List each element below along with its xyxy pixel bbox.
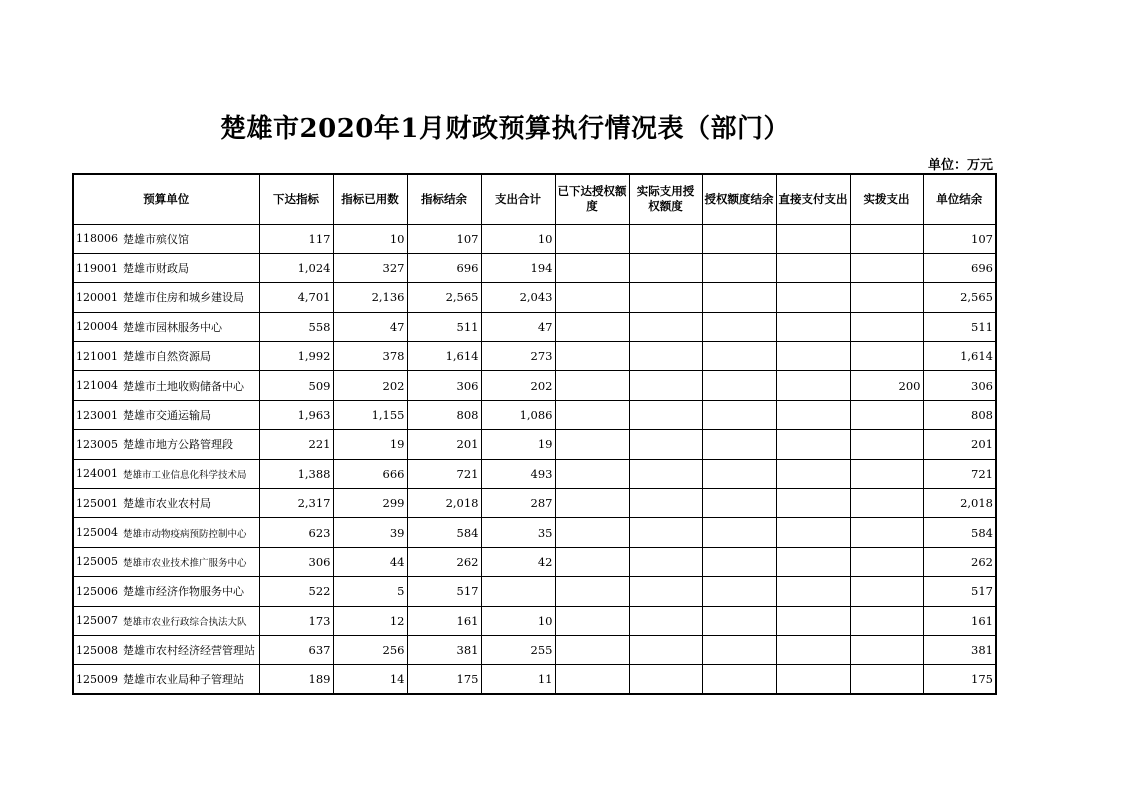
balance-cell: 107 — [407, 224, 481, 253]
auth-issued-cell — [555, 606, 629, 635]
allocated-cell — [850, 400, 923, 429]
table-row — [73, 635, 996, 664]
unit-balance-cell: 721 — [923, 459, 996, 488]
unit-name-cell: 楚雄市农业行政综合执法大队 — [121, 606, 259, 635]
table-row — [73, 665, 996, 694]
direct-cell — [776, 224, 850, 253]
auth-balance-cell — [702, 224, 776, 253]
auth-used-cell — [629, 342, 702, 371]
used-cell: 47 — [333, 312, 407, 341]
unit-code-cell: 123001 — [73, 400, 121, 429]
direct-cell — [776, 547, 850, 576]
auth-balance-cell — [702, 547, 776, 576]
unit-label: 单位：万元 — [927, 158, 993, 173]
unit-name-cell: 楚雄市经济作物服务中心 — [121, 577, 259, 606]
total-cell: 1,086 — [481, 400, 555, 429]
auth-balance-cell — [702, 489, 776, 518]
issued-cell: 189 — [259, 665, 333, 694]
auth-used-cell — [629, 253, 702, 282]
used-cell: 202 — [333, 371, 407, 400]
issued-cell: 637 — [259, 635, 333, 664]
auth-used-cell — [629, 606, 702, 635]
unit-name-cell: 楚雄市动物疫病预防控制中心 — [121, 518, 259, 547]
allocated-cell — [850, 430, 923, 459]
direct-cell — [776, 635, 850, 664]
unit-balance-cell: 511 — [923, 312, 996, 341]
auth-used-cell — [629, 489, 702, 518]
unit-code-cell: 124001 — [73, 459, 121, 488]
used-cell: 327 — [333, 253, 407, 282]
used-cell: 12 — [333, 606, 407, 635]
unit-name-cell: 楚雄市住房和城乡建设局 — [121, 283, 259, 312]
total-cell: 287 — [481, 489, 555, 518]
unit-code-cell: 121004 — [73, 371, 121, 400]
used-cell: 666 — [333, 459, 407, 488]
auth-issued-cell — [555, 635, 629, 664]
auth-issued-cell — [555, 577, 629, 606]
allocated-cell — [850, 547, 923, 576]
issued-cell: 509 — [259, 371, 333, 400]
auth-balance-cell — [702, 577, 776, 606]
auth-issued-cell — [555, 371, 629, 400]
unit-code-cell: 125008 — [73, 635, 121, 664]
balance-cell: 696 — [407, 253, 481, 282]
issued-cell: 117 — [259, 224, 333, 253]
table-row — [73, 577, 996, 606]
issued-cell: 623 — [259, 518, 333, 547]
unit-balance-cell: 1,614 — [923, 342, 996, 371]
unit-name-cell: 楚雄市园林服务中心 — [121, 312, 259, 341]
total-cell: 11 — [481, 665, 555, 694]
table-row — [73, 371, 996, 400]
balance-cell: 511 — [407, 312, 481, 341]
unit-code-cell: 125005 — [73, 547, 121, 576]
issued-cell: 2,317 — [259, 489, 333, 518]
balance-cell: 2,018 — [407, 489, 481, 518]
auth-used-cell — [629, 577, 702, 606]
unit-balance-cell: 696 — [923, 253, 996, 282]
unit-name-cell: 楚雄市农村经济经营管理站 — [121, 635, 259, 664]
auth-issued-cell — [555, 312, 629, 341]
used-cell: 10 — [333, 224, 407, 253]
table-row — [73, 489, 996, 518]
auth-issued-cell — [555, 283, 629, 312]
unit-name-cell: 楚雄市农业农村局 — [121, 489, 259, 518]
allocated-cell — [850, 577, 923, 606]
used-cell: 19 — [333, 430, 407, 459]
auth-balance-cell — [702, 459, 776, 488]
total-cell — [481, 577, 555, 606]
allocated-cell — [850, 224, 923, 253]
header-cell: 授权额度结余 — [702, 174, 776, 224]
table-row — [73, 400, 996, 429]
unit-balance-cell: 107 — [923, 224, 996, 253]
used-cell: 299 — [333, 489, 407, 518]
header-cell: 指标已用数 — [333, 174, 407, 224]
direct-cell — [776, 342, 850, 371]
used-cell: 39 — [333, 518, 407, 547]
balance-cell: 808 — [407, 400, 481, 429]
used-cell: 378 — [333, 342, 407, 371]
unit-name-cell: 楚雄市农业局种子管理站 — [121, 665, 259, 694]
issued-cell: 4,701 — [259, 283, 333, 312]
unit-balance-cell: 262 — [923, 547, 996, 576]
unit-code-cell: 120001 — [73, 283, 121, 312]
unit-code-cell: 123005 — [73, 430, 121, 459]
header-cell: 实拨支出 — [850, 174, 923, 224]
allocated-cell — [850, 606, 923, 635]
header-cell: 预算单位 — [73, 174, 259, 224]
auth-balance-cell — [702, 400, 776, 429]
table-row — [73, 342, 996, 371]
unit-name-cell: 楚雄市财政局 — [121, 253, 259, 282]
header-cell: 下达指标 — [259, 174, 333, 224]
allocated-cell — [850, 253, 923, 282]
total-cell: 10 — [481, 224, 555, 253]
issued-cell: 306 — [259, 547, 333, 576]
unit-name-cell: 楚雄市农业技术推广服务中心 — [121, 547, 259, 576]
direct-cell — [776, 253, 850, 282]
total-cell: 10 — [481, 606, 555, 635]
direct-cell — [776, 283, 850, 312]
unit-name-cell: 楚雄市地方公路管理段 — [121, 430, 259, 459]
allocated-cell — [850, 518, 923, 547]
unit-code-cell: 125007 — [73, 606, 121, 635]
unit-name-cell: 楚雄市殡仪馆 — [121, 224, 259, 253]
issued-cell: 1,992 — [259, 342, 333, 371]
auth-used-cell — [629, 430, 702, 459]
allocated-cell — [850, 459, 923, 488]
header-cell: 单位结余 — [923, 174, 996, 224]
header-cell: 已下达授权额度 — [555, 174, 629, 224]
allocated-cell: 200 — [850, 371, 923, 400]
header-cell: 直接支付支出 — [776, 174, 850, 224]
auth-balance-cell — [702, 430, 776, 459]
auth-used-cell — [629, 665, 702, 694]
table-row — [73, 606, 996, 635]
allocated-cell — [850, 665, 923, 694]
auth-balance-cell — [702, 312, 776, 341]
direct-cell — [776, 518, 850, 547]
direct-cell — [776, 400, 850, 429]
auth-used-cell — [629, 224, 702, 253]
allocated-cell — [850, 312, 923, 341]
header-cell: 支出合计 — [481, 174, 555, 224]
auth-balance-cell — [702, 606, 776, 635]
used-cell: 1,155 — [333, 400, 407, 429]
auth-balance-cell — [702, 665, 776, 694]
direct-cell — [776, 489, 850, 518]
balance-cell: 201 — [407, 430, 481, 459]
issued-cell: 522 — [259, 577, 333, 606]
unit-balance-cell: 381 — [923, 635, 996, 664]
balance-cell: 2,565 — [407, 283, 481, 312]
used-cell: 2,136 — [333, 283, 407, 312]
auth-used-cell — [629, 518, 702, 547]
balance-cell: 721 — [407, 459, 481, 488]
unit-balance-cell: 517 — [923, 577, 996, 606]
auth-issued-cell — [555, 400, 629, 429]
balance-cell: 381 — [407, 635, 481, 664]
total-cell: 19 — [481, 430, 555, 459]
auth-used-cell — [629, 459, 702, 488]
header-row — [73, 174, 996, 224]
allocated-cell — [850, 283, 923, 312]
balance-cell: 517 — [407, 577, 481, 606]
unit-balance-cell: 161 — [923, 606, 996, 635]
balance-cell: 1,614 — [407, 342, 481, 371]
auth-used-cell — [629, 312, 702, 341]
auth-issued-cell — [555, 518, 629, 547]
auth-balance-cell — [702, 518, 776, 547]
auth-issued-cell — [555, 342, 629, 371]
used-cell: 44 — [333, 547, 407, 576]
auth-issued-cell — [555, 224, 629, 253]
budget-table — [72, 173, 997, 695]
allocated-cell — [850, 342, 923, 371]
auth-used-cell — [629, 547, 702, 576]
total-cell: 2,043 — [481, 283, 555, 312]
auth-issued-cell — [555, 489, 629, 518]
unit-code-cell: 125001 — [73, 489, 121, 518]
direct-cell — [776, 577, 850, 606]
unit-name-cell: 楚雄市土地收购储备中心 — [121, 371, 259, 400]
total-cell: 194 — [481, 253, 555, 282]
allocated-cell — [850, 635, 923, 664]
total-cell: 42 — [481, 547, 555, 576]
table-row — [73, 224, 996, 253]
total-cell: 35 — [481, 518, 555, 547]
table-row — [73, 312, 996, 341]
total-cell: 273 — [481, 342, 555, 371]
issued-cell: 221 — [259, 430, 333, 459]
unit-balance-cell: 2,018 — [923, 489, 996, 518]
auth-balance-cell — [702, 342, 776, 371]
issued-cell: 558 — [259, 312, 333, 341]
unit-code-cell: 119001 — [73, 253, 121, 282]
unit-balance-cell: 175 — [923, 665, 996, 694]
unit-balance-cell: 808 — [923, 400, 996, 429]
auth-used-cell — [629, 635, 702, 664]
unit-code-cell: 118006 — [73, 224, 121, 253]
table-row — [73, 283, 996, 312]
auth-issued-cell — [555, 459, 629, 488]
unit-balance-cell: 306 — [923, 371, 996, 400]
unit-balance-cell: 2,565 — [923, 283, 996, 312]
auth-used-cell — [629, 283, 702, 312]
direct-cell — [776, 665, 850, 694]
unit-balance-cell: 584 — [923, 518, 996, 547]
balance-cell: 175 — [407, 665, 481, 694]
direct-cell — [776, 606, 850, 635]
auth-used-cell — [629, 371, 702, 400]
total-cell: 255 — [481, 635, 555, 664]
unit-balance-cell: 201 — [923, 430, 996, 459]
direct-cell — [776, 371, 850, 400]
unit-name-cell: 楚雄市自然资源局 — [121, 342, 259, 371]
unit-code-cell: 125004 — [73, 518, 121, 547]
table-row — [73, 518, 996, 547]
balance-cell: 161 — [407, 606, 481, 635]
auth-used-cell — [629, 400, 702, 429]
table-row — [73, 459, 996, 488]
balance-cell: 262 — [407, 547, 481, 576]
total-cell: 47 — [481, 312, 555, 341]
header-cell: 实际支用授权额度 — [629, 174, 702, 224]
issued-cell: 1,388 — [259, 459, 333, 488]
direct-cell — [776, 312, 850, 341]
table-row — [73, 253, 996, 282]
auth-balance-cell — [702, 283, 776, 312]
total-cell: 202 — [481, 371, 555, 400]
header-cell: 指标结余 — [407, 174, 481, 224]
direct-cell — [776, 430, 850, 459]
page-title: 楚雄市2020年1月财政预算执行情况表（部门） — [220, 114, 790, 144]
total-cell: 493 — [481, 459, 555, 488]
used-cell: 256 — [333, 635, 407, 664]
unit-code-cell: 125009 — [73, 665, 121, 694]
issued-cell: 173 — [259, 606, 333, 635]
used-cell: 14 — [333, 665, 407, 694]
unit-name-cell: 楚雄市交通运输局 — [121, 400, 259, 429]
auth-issued-cell — [555, 253, 629, 282]
table-row — [73, 547, 996, 576]
direct-cell — [776, 459, 850, 488]
unit-code-cell: 121001 — [73, 342, 121, 371]
issued-cell: 1,024 — [259, 253, 333, 282]
unit-code-cell: 125006 — [73, 577, 121, 606]
auth-issued-cell — [555, 665, 629, 694]
auth-balance-cell — [702, 371, 776, 400]
balance-cell: 306 — [407, 371, 481, 400]
allocated-cell — [850, 489, 923, 518]
balance-cell: 584 — [407, 518, 481, 547]
auth-issued-cell — [555, 547, 629, 576]
issued-cell: 1,963 — [259, 400, 333, 429]
unit-name-cell: 楚雄市工业信息化科学技术局 — [121, 459, 259, 488]
table-row — [73, 430, 996, 459]
auth-balance-cell — [702, 253, 776, 282]
auth-balance-cell — [702, 635, 776, 664]
unit-code-cell: 120004 — [73, 312, 121, 341]
auth-issued-cell — [555, 430, 629, 459]
used-cell: 5 — [333, 577, 407, 606]
